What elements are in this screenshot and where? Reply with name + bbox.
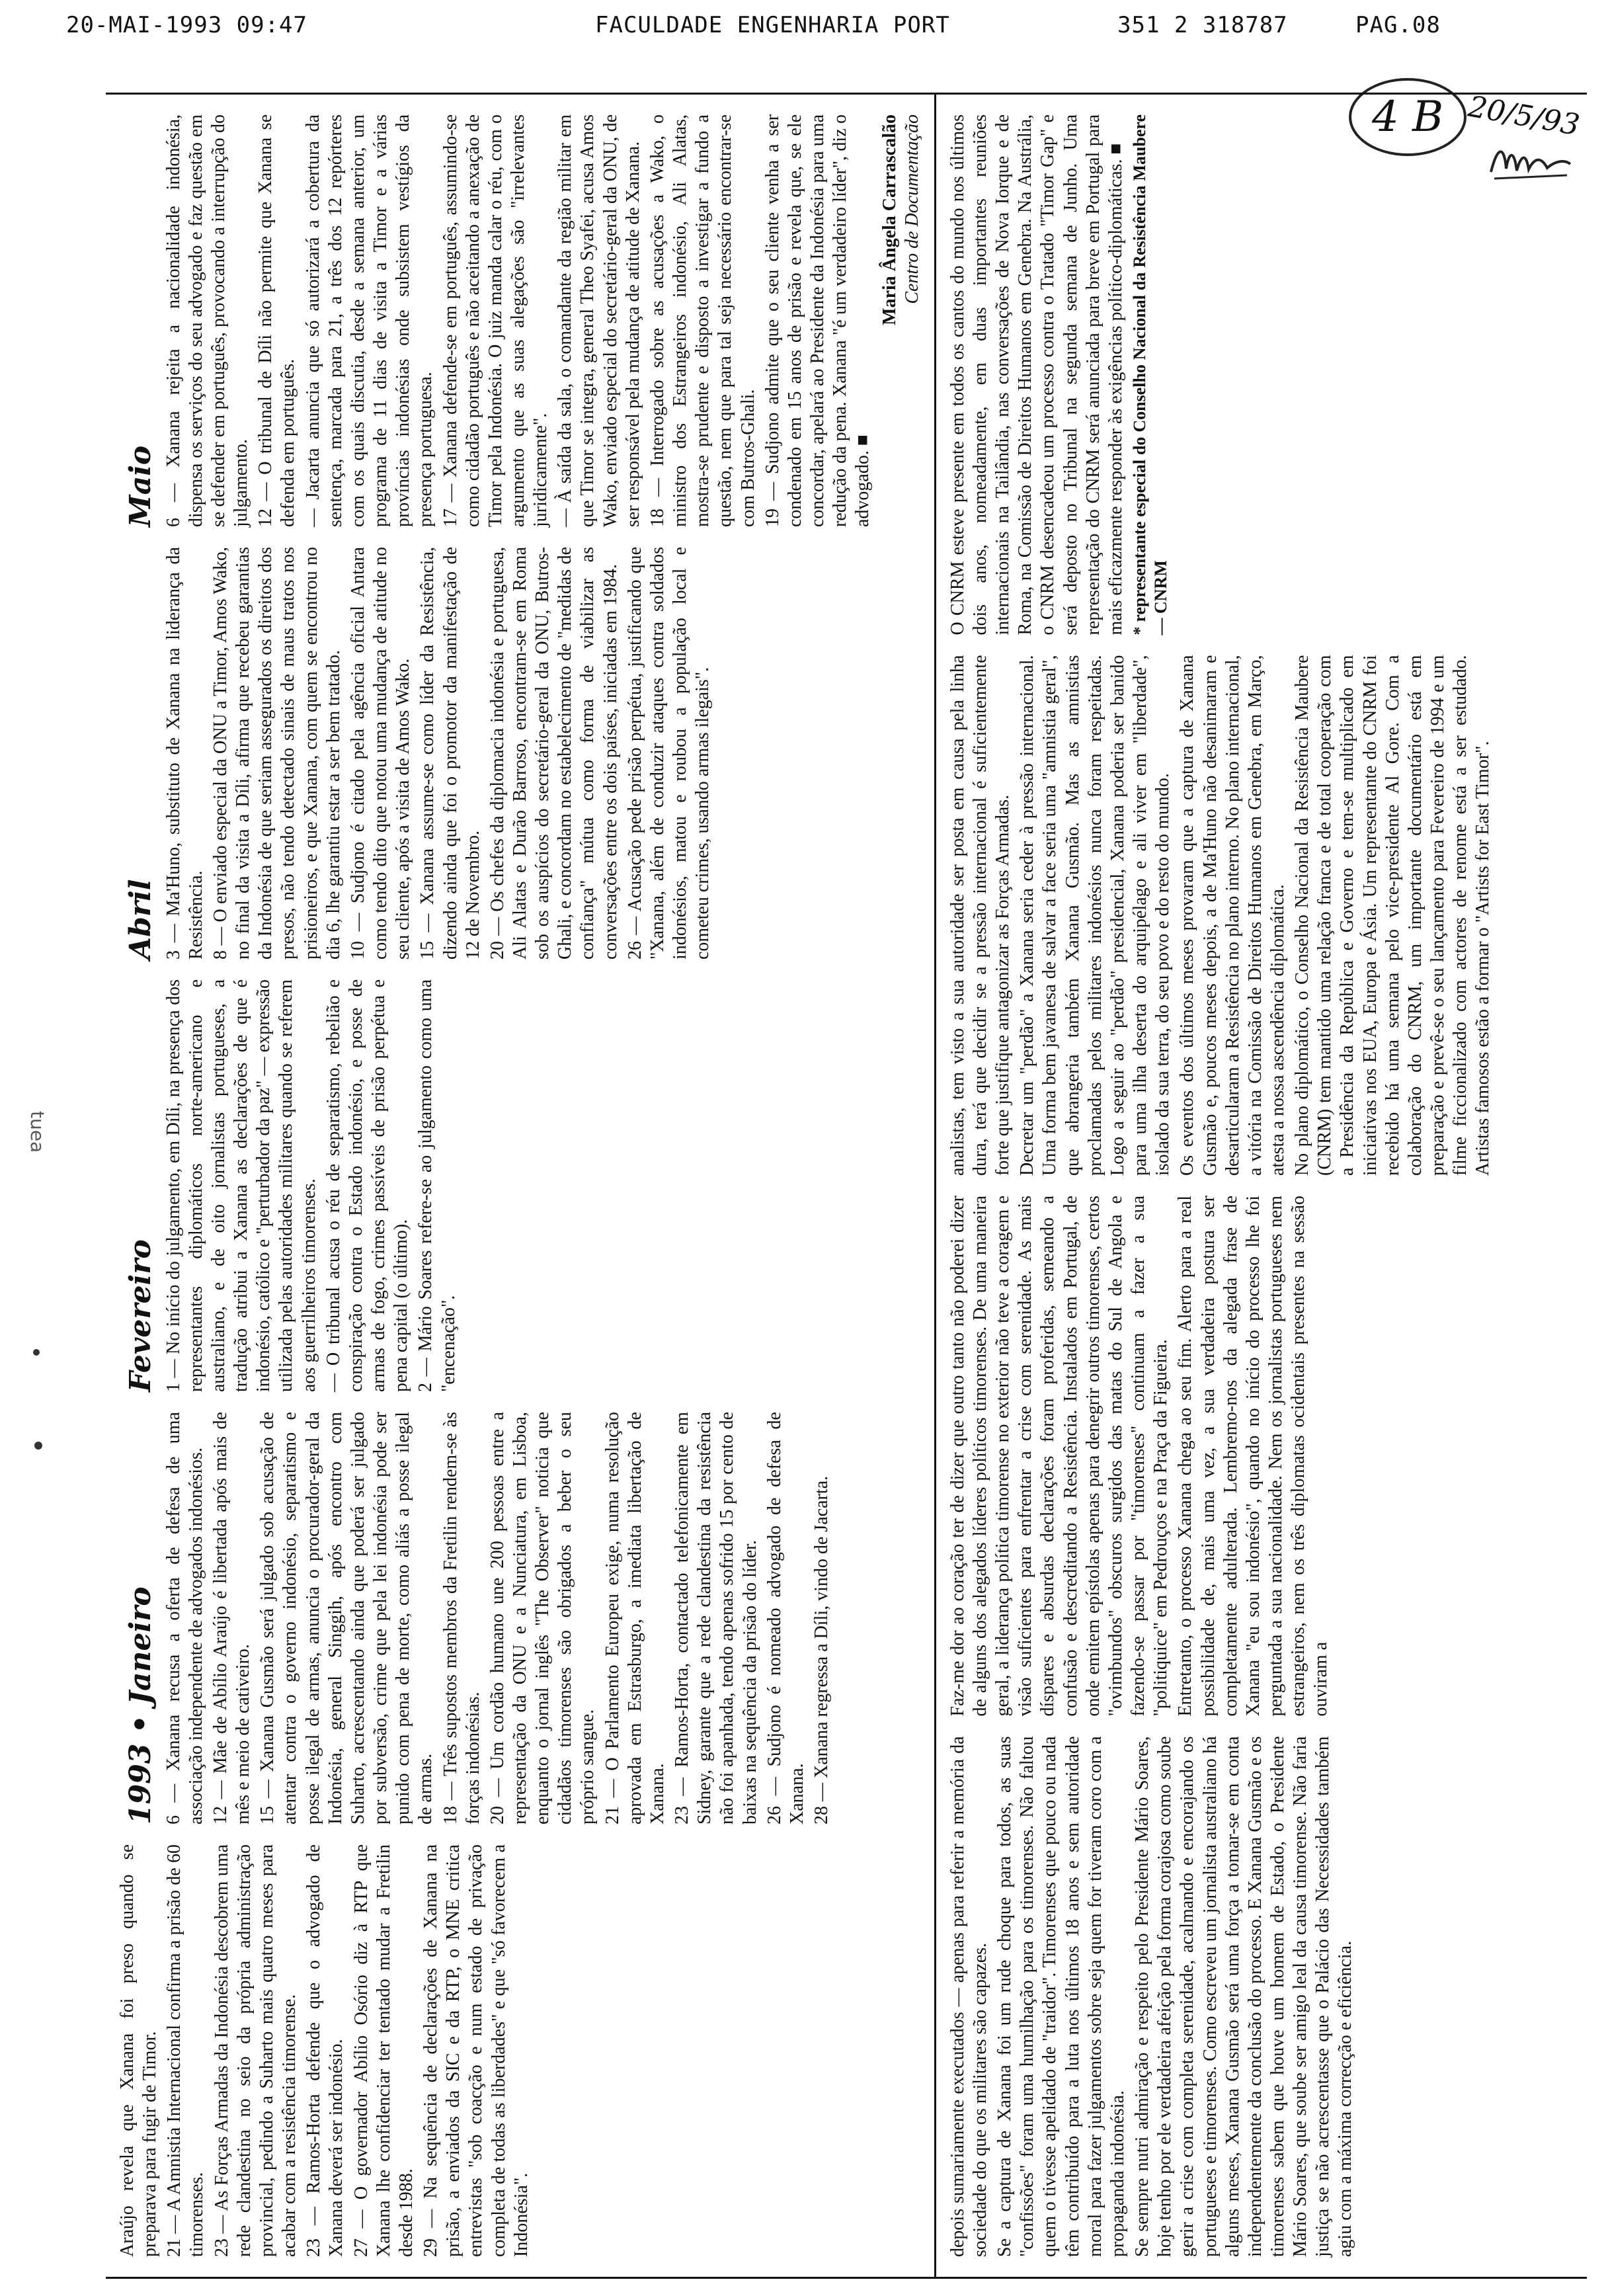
article-column [947, 655, 1576, 1176]
article-paragraph: 6 — Xanana recusa a oferta de defesa de uma associação independente de advogados indonésios. [163, 1412, 206, 1824]
article-paragraph: 21 — O Parlamento Europeu exige, numa resolução aprovada em Estrasburgo, a imediata libertação de Xanana. [602, 1412, 668, 1824]
article-paragraph: Araújo revela que Xanana foi preso quando se preparava para fugir de Timor. [117, 1844, 161, 2257]
article-paragraph: 21 — A Amnistia Internacional confirma a prisão de 60 timorenses. [164, 1844, 208, 2257]
article-paragraph: 23 — As Forças Armadas da Indonésia descobrem uma rede clandestina no seio da própria administração provincial, pedindo a Suharto mais quatro meses para acabar com a resistência timorense. [211, 1844, 300, 2257]
article-paragraph: 18 — Três supostos membros da Fretilin rendem-se às forças indonésias. [440, 1412, 483, 1824]
article-column [116, 114, 924, 527]
article-column [116, 1844, 924, 2257]
article-paragraph: Se sempre nutri admiração e respeito pelo Presidente Mário Soares, hoje tenho por ele verdadeira afeição pela forma corajosa como soube gerir a crise com completa serenidade, acalmando e encorajando os portugueses e timorenses. Como escreveu um jornalista australiano há alguns meses, Xanana Gusmão será uma força a tomar-se em conta independentemente da conclusão do processo. E Xanana Gusmão e os timorenses sabem que houve um homem de Estado, o Presidente Mário Soares, que soube ser amigo leal da causa timorense. Não faria justiça se não acrescentasse que o Palácio das Necessidades também agiu com a máxima correcção e eficiência. [1132, 1736, 1356, 2257]
author-role: Centro de Documentação [901, 114, 922, 304]
article-paragraph: 27 — O governador Abílio Osório diz à RTP que Xanana lhe confidenciar ter tentado mudar a Fretilin desde 1988. [350, 1844, 417, 2257]
article-paragraph: O CNRM esteve presente em todos os cantos do mundo nos últimos dois anos, nomeadamente, em duas importantes reuniões internacionais na Tailândia, nas conversações de Nova Iorque e de Roma, na Comissão de Direitos Humanos em Genebra. Na Austrália, o CNRM desencadeou um processo contra o Tratado "Timor Gap" e será deposto no Tribunal na segunda semana de Junho. Uma representação do CNRM será anunciada para breve em Portugal para mais eficazmente responder às exigências político-diplomáticas. ■ [947, 114, 1126, 636]
author-signature: Maria Ângela Carrascalão [879, 114, 900, 325]
article-paragraph: 12 — O tribunal de Díli não permite que Xanana se defenda em português. [255, 114, 299, 527]
newspaper-clipping [106, 93, 1587, 2279]
article-paragraph: Entretanto, o processo Xanana chega ao seu fim. Alerto para a real possibilidade de, mais uma vez, a sua verdadeira postura ser completamente adulterada. Lembremo-nos da alegada frase de Xanana "eu sou indonésio", quando no início do processo lhe foi perguntada a sua nacionalidade. Nem os jornalistas portugueses nem estrangeiros, nem os três diplomatas ocidentais presentes na sessão ouviram a [1175, 1196, 1332, 1717]
article-paragraph: — À saída da sala, o comandante da região militar em que Timor se integra, general Theo Syafei, acusa Amos Wako, enviado especial do secretário-geral da ONU, de ser responsável pela mudança de atitude de Xanana. [555, 114, 643, 527]
article-paragraph: analistas, tem visto a sua autoridade ser posta em causa pela linha dura, terá que decidir se a pressão internacional é suficientemente forte que justifique antagonizar as Forças Armadas. [947, 655, 1014, 1176]
section-heading: Fevereiro [124, 1239, 157, 1392]
article-paragraph: 8 — O enviado especial da ONU a Timor, Amos Wako, no final da visita a Díli, afirma que recebeu garantias da Indonésia de que seriam assegurados os direitos dos presos, não tendo detectado sinais de maus tratos nos prisioneiros, e que Xanana, com quem se encontrou no dia 6, lhe garantiu estar a ser bem tratado. [210, 547, 344, 960]
article-column [116, 547, 924, 960]
author-footnote: * representante especial do Conselho Nacional da Resistência Maubere — CNRM [1130, 114, 1170, 636]
article-paragraph: 28 — Xanana regressa a Díli, vindo de Jacarta. [811, 1475, 832, 1824]
article-paragraph: 23 — Ramos-Horta, contactado telefonicamente em Sidney, garante que a rede clandestina da resistência não foi apanhada, tendo apenas sofrido 15 por cento de baixas na sequência da prisão do líder. [672, 1412, 760, 1824]
opinion-band [934, 95, 1587, 2277]
article-column [947, 1196, 1576, 1717]
article-paragraph: Decretar um "perdão" a Xanana seria ceder à pressão internacional. Uma forma bem javanesa de salvar a face seria uma "amnistia geral", que abrangeria também Xanana Gusmão. Mas as amnistias proclamadas pelos militares indonésios nunca foram respeitadas. Logo a seguir ao "perdão" presidencial, Xanana poderia ser banido para uma ilha deserta do arquipélago e ali viver em "liberdade", isolado da sua terra, do seu povo e do resto do mundo. [1017, 655, 1174, 1176]
fax-speck [33, 1349, 40, 1356]
section-heading: Maio [124, 445, 157, 527]
article-paragraph: depois sumariamente executados — apenas para referir a memória da sociedade do que os militares são capazes. [947, 1736, 990, 2257]
article-paragraph: 15 — Xanana assume-se como líder da Resistência, dizendo ainda que foi o promotor da manifestação de 12 de Novembro. [417, 547, 483, 960]
fax-datetime: 20-MAI-1993 09:47 [66, 12, 307, 38]
article-paragraph: — Jacarta anuncia que só autorizará a cobertura da sentença, marcada para 21, a três dos 12 repórteres com os quais discutia, desde a semana anterior, um programa de 11 dias de visita a Timor e a várias províncias indonésias onde subsistem vestígios da presença portuguesa. [302, 114, 436, 527]
article-paragraph: 15 — Xanana Gusmão será julgado sob acusação de atentar contra o governo indonésio, separatismo e posse ilegal de armas, anuncia o procurador-geral da Indonésia, general Singgih, após encontro com Suharto, acrescentando ainda que poderá ser julgado por subversão, crime que pela lei indonésia pode ser punido com pena de morte, como aliás a posse ilegal de armas. [257, 1412, 436, 1824]
article-column [947, 114, 1576, 636]
stamp-date: 20/5/93 [1465, 89, 1582, 143]
fax-number: 351 2 318787 [1117, 12, 1288, 38]
article-paragraph: Se a captura de Xanana foi um rude choque para todos, as suas "confissões" foram uma humilhação para os timorenses. Não faltou quem o tivesse apelidado de "traidor". Timorenses que pouco ou nada têm contribuído para a luta nos últimos 18 anos e sem autoridade moral para fazer julgamentos sobre seja quem for tiveram coro com a propaganda indonésia. [994, 1736, 1128, 2257]
article-paragraph: 20 — Os chefes da diplomacia indonésia e portuguesa, Ali Alatas e Durão Barroso, encontram-se em Roma sob os auspícios do secretário-geral da ONU, Butros-Ghali, e concordam no estabelecimento de "medidas de confiança" mútua como forma de viabilizar as conversações entre os dois países, iniciadas em 1984. [487, 547, 621, 960]
article-paragraph: No plano diplomático, o Conselho Nacional da Resistência Maubere (CNRM) tem mantido uma relação franca e de total cooperação com a Presidência da República e Governo e tem-se multiplicado em iniciativas nos EUA, Europa e Ásia. Um representante do CNRM foi recebido há uma semana pelo vice-presidente Al Gore. Com a colaboração do CNRM, um importante documentário está em preparação e prevê-se o seu lançamento para Fevereiro de 1994 e um filme ficcionalizado com actores de renome está a ser estudado. Artistas famosos estão a formar o "Artists for East Timor". [1292, 655, 1494, 1176]
article-paragraph: 6 — Xanana rejeita a nacionalidade indonésia, dispensa os serviços do seu advogado e faz questão em se defender em português, provocando a interrupção do julgamento. [163, 114, 252, 527]
article-column [947, 1737, 1576, 2258]
article-paragraph: 1 — No início do julgamento, em Díli, na presença dos representantes diplomáticos norte-americano e australiano, e de oito jornalistas portugueses, a tradução atribui a Xanana as declarações de que é indonésio, católico e "perturbador da paz" — expressão utilizada pelas autoridades militares quando se referem aos guerrilheiros timorenses. [163, 979, 319, 1392]
article-column [116, 979, 924, 1392]
article-paragraph: Os eventos dos últimos meses provaram que a captura de Xanana Gusmão e, poucos meses depois, a de Ma'Huno não desanimaram e desarticularam a Resistência no plano interno. No plano internacional, a vitória na Comissão de Direitos Humanos em Genebra, em Março, atesta a nossa ascendência diplomática. [1177, 655, 1289, 1176]
article-column [116, 1412, 924, 1824]
fax-header [0, 0, 1608, 60]
section-heading: Abril [124, 879, 157, 960]
article-paragraph: 12 — Mãe de Abílio Araújo é libertada após mais de mês e meio de cativeiro. [210, 1412, 254, 1824]
article-paragraph: 2 — Mário Soares refere-se ao julgamento como uma "encenação". [415, 979, 459, 1392]
stamp-circle-code: 4 B [1349, 78, 1467, 156]
fax-organization: FACULDADE ENGENHARIA PORT [595, 12, 950, 38]
article-paragraph: Faz-me dor ao coração ter de dizer que outro tanto não poderei dizer de alguns dos alegados líderes políticos timorenses. De uma maneira geral, a liderança política timorense no exterior não teve a coragem e visão suficientes para enfrentar a crise com serenidade. As mais díspares e absurdas declarações foram proferidas, semeando a confusão e descreditando a Resistência. Instalados em Portugal, de onde emitem epístolas apenas para denegrir outros timorenses, certos "ovimbundos" obscuros surgidos das matas do Sul de Angola e fazendo-se passar por "timorenses" continuam a fazer a sua "politiquice" em Pedrouços e na Praça da Figueira. [947, 1196, 1172, 1717]
article-paragraph: 29 — Na sequência de declarações de Xanana na prisão, a enviados da SIC e da RTP, o MNE critica entrevistas "sob coacção e num estado de privação completa de todas as liberdades" e que "só favorecem a Indonésia". [421, 1844, 532, 2257]
article-paragraph: 20 — Um cordão humano une 200 pessoas entre a representação da ONU e a Nunciatura, em Lisboa, enquanto o jornal inglês "The Observer" noticia que cidadãos timorenses são obrigados a beber o seu próprio sangue. [487, 1412, 598, 1824]
section-heading: 1993 • Janeiro [124, 1586, 157, 1824]
article-paragraph: 3 — Ma'Huno, substituto de Xanana na liderança da Resistência. [163, 547, 206, 960]
article-paragraph: 19 — Sudjono admite que o seu cliente venha a ser condenado em 15 anos de prisão e revela que, se ele concordar, apelará ao Presidente da Indonésia para uma redução da pena. Xanana "é um verdadeiro líder", diz o advogado. ■ [762, 114, 873, 527]
clipping-rotated-content [106, 95, 1587, 2277]
chronology-band [106, 95, 934, 2277]
article-paragraph: 10 — Sudjono é citado pela agência oficial Antara como tendo dito que notou uma mudança de atitude no seu cliente, após a visita de Amos Wako. [347, 547, 414, 960]
article-paragraph: — O tribunal acusa o réu de separatismo, rebelião e conspiração contra o Estado indonésio, e posse de armas de fogo, crimes passíveis de prisão perpétua e pena capital (o último). [323, 979, 412, 1392]
article-paragraph: 23 — Ramos-Horta defende que o advogado de Xanana deverá ser indonésio. [303, 1844, 347, 2257]
fax-page-number: PAG.08 [1355, 12, 1441, 38]
margin-note: tuea [26, 1111, 48, 1153]
fax-speck [34, 1442, 42, 1450]
article-paragraph: 26 — Sudjono é nomeado advogado de defesa de Xanana. [764, 1412, 807, 1824]
article-paragraph: 26 — Acusação pede prisão perpétua, justificando que "Xanana, além de conduzir ataques contra soldados indonésios, matou e roubou a população local e cometeu crimes, usando armas ilegais". [624, 547, 713, 960]
article-paragraph: 18 — Interrogado sobre as acusações a Wako, o ministro dos Estrangeiros indonésio, Ali Alatas, mostra-se prudente e disposto a investigar a fundo a questão, nem que para tal seja necessário encontrar-se com Butros-Ghali. [647, 114, 758, 527]
article-paragraph: 17 — Xanana defende-se em português, assumindo-se como cidadão português e não aceitando a anexação de Timor pela Indonésia. O juiz manda calar o réu, com o argumento que as suas alegações são "irrelevantes juridicamente". [440, 114, 551, 527]
